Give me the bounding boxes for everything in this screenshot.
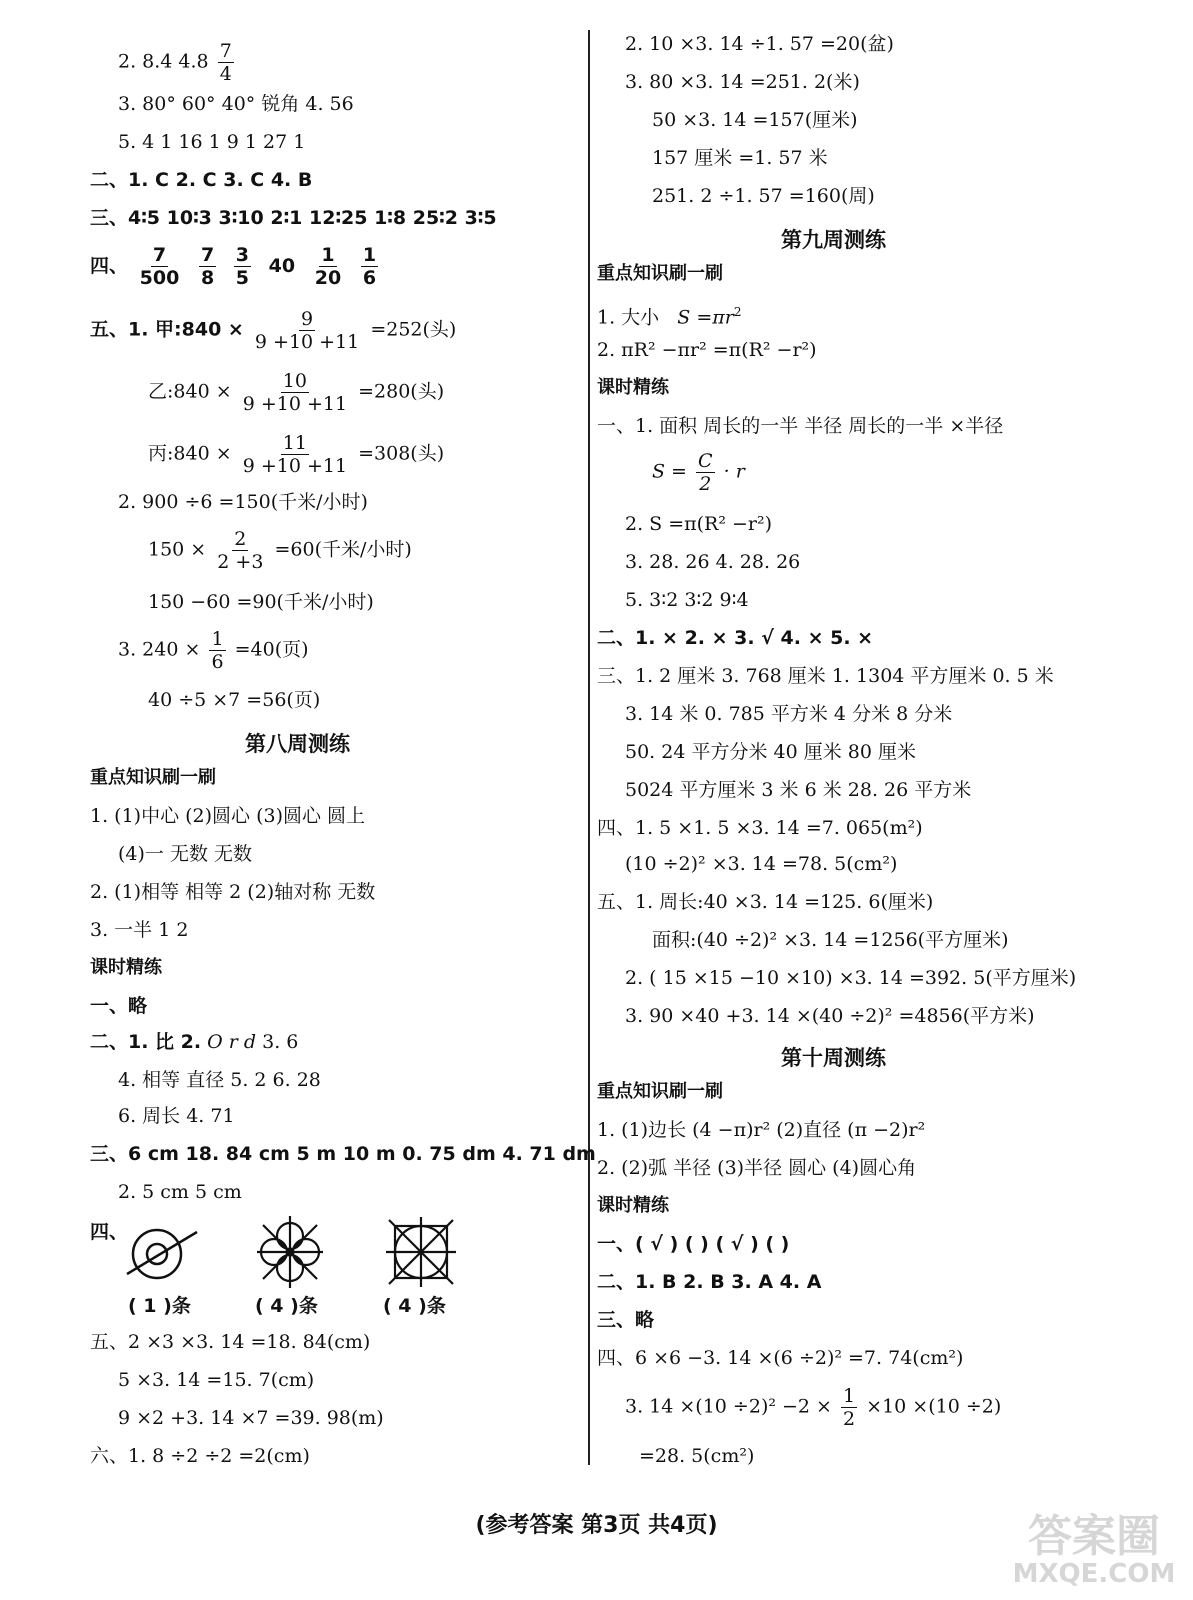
fraction: $\frac{1}{20}$ xyxy=(314,244,342,289)
fraction: $\frac{9}{9 +10 +11}$ xyxy=(254,308,360,353)
answer-line: 3. 一半 1 2 xyxy=(90,919,189,941)
answer-line: 1. 大小 $S =\pi r^2$ xyxy=(597,305,742,329)
fraction: $\frac{2}{2 +3}$ xyxy=(217,528,264,573)
answer-line: 六、1. 8 ÷2 ÷2 =2(cm) xyxy=(90,1445,310,1467)
answer-line: 二、1. C 2. C 3. C 4. B xyxy=(90,169,313,191)
circle-symmetry-figure xyxy=(125,1222,199,1286)
answer-line: 2. S =π(R² −r²) xyxy=(625,513,773,535)
answer-line: 2. (2)弧 半径 (3)半径 圆心 (4)圆心角 xyxy=(597,1157,917,1179)
answer-line: 3. 80 ×3. 14 =251. 2(米) xyxy=(625,71,860,93)
answer-line: 5. 4 1 16 1 9 1 27 1 xyxy=(118,131,306,153)
answer-line: 三、4∶5 10∶3 3∶10 2∶1 12∶25 1∶8 25∶2 3∶5 xyxy=(90,207,497,229)
answer-line: 乙:840 × $\frac{10}{9 +10 +11}$ =280(头) xyxy=(148,370,445,415)
answer-line: 2. 900 ÷6 =150(千米/小时) xyxy=(118,491,368,513)
answer-line: 1. (1)中心 (2)圆心 (3)圆心 圆上 xyxy=(90,805,366,827)
column-divider xyxy=(588,30,590,1465)
figure-caption: ( 4 )条 xyxy=(255,1295,318,1317)
answer-line: 丙:840 × $\frac{11}{9 +10 +11}$ =308(头) xyxy=(148,432,445,477)
section-heading: 第十周测练 xyxy=(781,1046,886,1070)
answer-line: 2. ( 15 ×15 −10 ×10) ×3. 14 =392. 5(平方厘米) xyxy=(625,967,1077,989)
subheading: 重点知识刷一刷 xyxy=(597,263,723,284)
answer-line: 3. 240 × $\frac{1}{6}$ =40(页) xyxy=(118,628,309,673)
answer-line: 五、1. 甲:840 × $\frac{9}{9 +10 +11}$ =252(头) xyxy=(90,308,457,353)
fraction: $\frac{1}{6}$ xyxy=(211,628,224,673)
answer-line: 1. (1)边长 (4 −π)r² (2)直径 (π −2)r² xyxy=(597,1119,926,1141)
subheading: 课时精练 xyxy=(597,1195,669,1216)
subheading: 重点知识刷一刷 xyxy=(90,767,216,788)
answer-line: 五、2 ×3 ×3. 14 =18. 84(cm) xyxy=(90,1331,371,1353)
fraction: $\frac{11}{9 +10 +11}$ xyxy=(242,432,348,477)
answer-line: 3. 14 ×(10 ÷2)² −2 × $\frac{1}{2}$ ×10 ×(10 ÷2) xyxy=(625,1385,1002,1430)
fraction: $\frac{10}{9 +10 +11}$ xyxy=(242,370,348,415)
answer-line: 150 −60 =90(千米/小时) xyxy=(148,591,374,613)
fraction: $\frac{7}{4}$ xyxy=(219,40,232,85)
answer-line: 四、 xyxy=(90,1221,129,1243)
square-symmetry-figure xyxy=(385,1216,457,1288)
fraction: $\frac{1}{2}$ xyxy=(843,1385,856,1430)
watermark-logo: 答案圈 MXQE.COM xyxy=(1012,1511,1176,1589)
answer-line: (10 ÷2)² ×3. 14 =78. 5(cm²) xyxy=(625,853,898,875)
fraction: $\frac{C}{2}$ xyxy=(698,450,713,495)
answer-line: 3. 90 ×40 +3. 14 ×(40 ÷2)² =4856(平方米) xyxy=(625,1005,1035,1027)
answer-line: (4)一 无数 无数 xyxy=(118,843,252,865)
answer-line: 二、1. B 2. B 3. A 4. A xyxy=(597,1271,822,1293)
answer-line: 6. 周长 4. 71 xyxy=(118,1105,235,1127)
answer-line: 三、1. 2 厘米 3. 768 厘米 1. 1304 平方厘米 0. 5 米 xyxy=(597,665,1054,687)
fraction: $\frac{3}{5}$ xyxy=(235,244,250,289)
answer-line: 二、1. × 2. × 3. √ 4. × 5. × xyxy=(597,627,874,649)
answer-line: 3. 28. 26 4. 28. 26 xyxy=(625,551,801,573)
answer-line: 一、1. 面积 周长的一半 半径 周长的一半 ×半径 xyxy=(597,415,1004,437)
answer-line: 40 ÷5 ×7 =56(页) xyxy=(148,689,321,711)
answer-line: 9 ×2 +3. 14 ×7 =39. 98(m) xyxy=(118,1407,384,1429)
answer-line: 5024 平方厘米 3 米 6 米 28. 26 平方米 xyxy=(625,779,972,801)
answer-line: =28. 5(cm²) xyxy=(639,1445,755,1467)
subheading: 课时精练 xyxy=(597,377,669,398)
answer-line: 50. 24 平方分米 40 厘米 80 厘米 xyxy=(625,741,916,763)
answer-line: 50 ×3. 14 =157(厘米) xyxy=(652,109,858,131)
answer-line: 3. 14 米 0. 785 平方米 4 分米 8 分米 xyxy=(625,703,953,725)
answer-line: 150 × $\frac{2}{2 +3}$ =60(千米/小时) xyxy=(148,528,412,573)
answer-line: 4. 相等 直径 5. 2 6. 28 xyxy=(118,1069,321,1091)
figure-caption: ( 4 )条 xyxy=(383,1295,446,1317)
fraction: $\frac{7}{500}$ xyxy=(139,244,180,289)
answer-line: 面积:(40 ÷2)² ×3. 14 =1256(平方厘米) xyxy=(652,929,1009,951)
flower-symmetry-figure xyxy=(255,1214,325,1290)
figure-caption: ( 1 )条 xyxy=(128,1295,191,1317)
answer-line: S = $\frac{C}{2}$ · r xyxy=(652,450,745,495)
answer-line: 四、 $\frac{7}{500}$ $\frac{7}{8}$ $\frac{3}{5}$ 40 $\frac{1}{20}$ $\frac{1}{6}$ xyxy=(90,244,377,289)
subheading: 课时精练 xyxy=(90,957,162,978)
answer-line: 二、1. 比 2. O r d 3. 6 xyxy=(90,1031,299,1053)
section-heading: 第九周测练 xyxy=(781,228,886,252)
answer-line: 三、略 xyxy=(597,1309,655,1331)
answer-line: 5. 3∶2 3∶2 9∶4 xyxy=(625,589,749,611)
fraction: $\frac{1}{6}$ xyxy=(362,244,377,289)
section-heading: 第八周测练 xyxy=(245,732,350,756)
answer-line: 5 ×3. 14 =15. 7(cm) xyxy=(118,1369,315,1391)
answer-line: 251. 2 ÷1. 57 =160(周) xyxy=(652,185,875,207)
answer-line: 三、6 cm 18. 84 cm 5 m 10 m 0. 75 dm 4. 71 dm xyxy=(90,1143,596,1165)
fraction: $\frac{7}{8}$ xyxy=(200,244,215,289)
subheading: 重点知识刷一刷 xyxy=(597,1081,723,1102)
answer-line: 一、( √ ) ( ) ( √ ) ( ) xyxy=(597,1233,790,1255)
answer-line: 2. πR² −πr² =π(R² −r²) xyxy=(597,339,817,361)
answer-line: 四、6 ×6 −3. 14 ×(6 ÷2)² =7. 74(cm²) xyxy=(597,1347,964,1369)
answer-line: 五、1. 周长:40 ×3. 14 =125. 6(厘米) xyxy=(597,891,934,913)
page-footer: (参考答案 第3页 共4页) xyxy=(475,1513,718,1538)
answer-line: 2. 5 cm 5 cm xyxy=(118,1181,242,1203)
answer-line: 四、1. 5 ×1. 5 ×3. 14 =7. 065(m²) xyxy=(597,817,923,839)
answer-line: 2. (1)相等 相等 2 (2)轴对称 无数 xyxy=(90,881,376,903)
answer-line: 157 厘米 =1. 57 米 xyxy=(652,147,828,169)
answer-line: 3. 80° 60° 40° 锐角 4. 56 xyxy=(118,93,354,115)
answer-line: 一、略 xyxy=(90,995,148,1017)
answer-line: 2. 10 ×3. 14 ÷1. 57 =20(盆) xyxy=(625,33,894,55)
answer-line: 2. 8.4 4.8 $\frac{7}{4}$ xyxy=(118,40,232,85)
